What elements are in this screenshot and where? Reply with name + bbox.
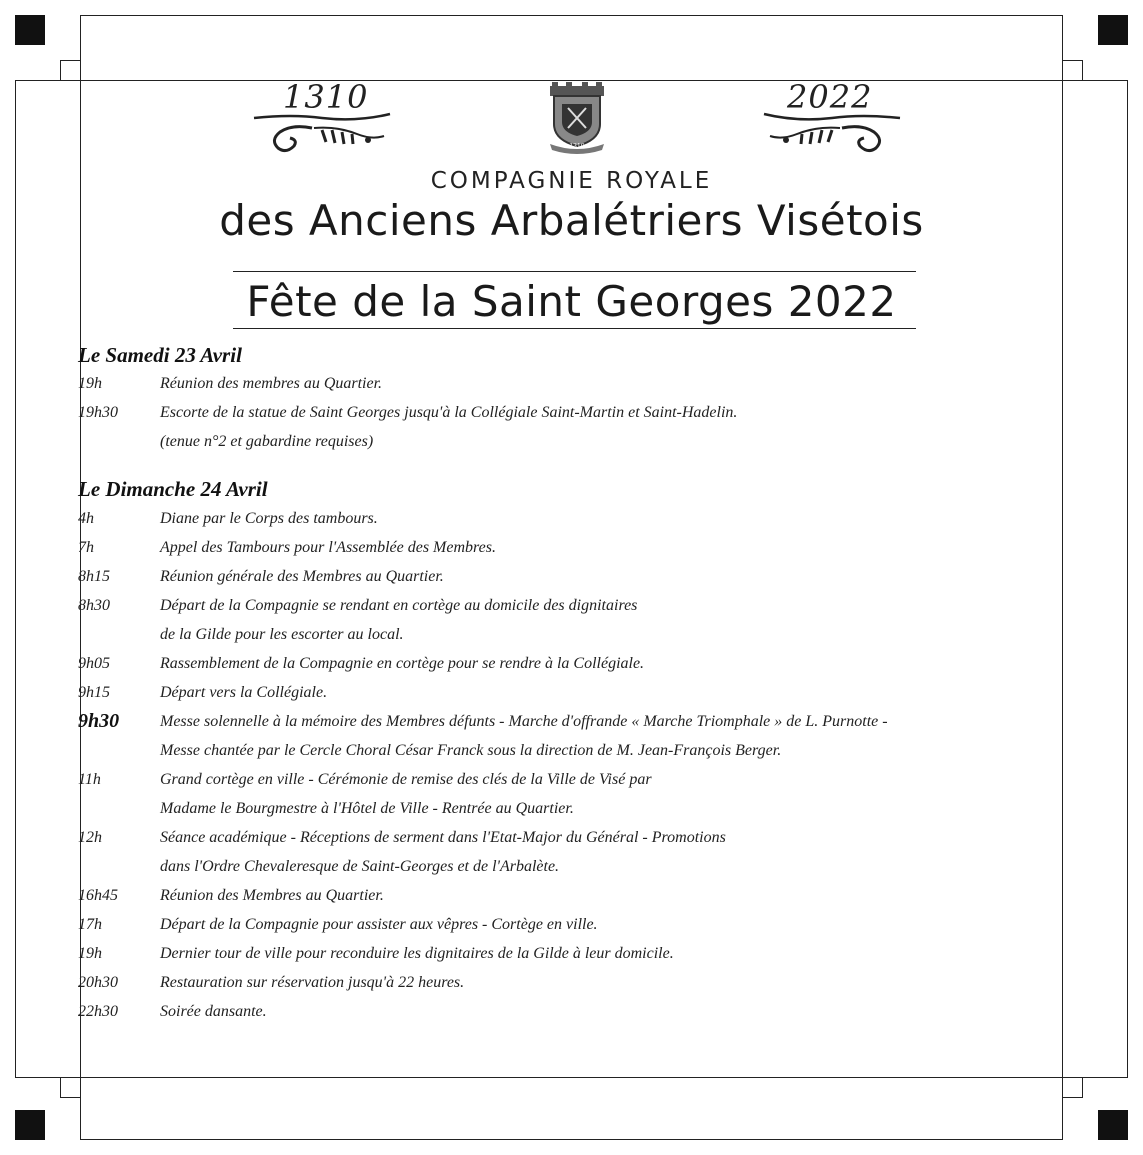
item-time: 11h (78, 771, 101, 788)
corner-square-top-left (15, 15, 45, 45)
item-text: Appel des Tambours pour l'Assemblée des Membres. (160, 539, 496, 556)
item-text: de la Gilde pour les escorter au local. (160, 626, 404, 643)
crest-year: 1310 (569, 143, 585, 150)
list-item (0, 887, 1143, 916)
corner-line-top-right (1063, 60, 1083, 80)
list-item (0, 1003, 1143, 1032)
company-name: des Anciens Arbalétriers Visétois (219, 196, 924, 245)
list-item (0, 375, 1143, 404)
list-item (0, 945, 1143, 974)
year-left: 1310 (283, 78, 369, 116)
item-time: 9h15 (78, 684, 110, 701)
event-title: Fête de la Saint Georges 2022 (246, 277, 897, 326)
item-text: Madame le Bourgmestre à l'Hôtel de Ville - Rentrée au Quartier. (160, 800, 574, 817)
year-right: 2022 (787, 78, 873, 116)
list-item (0, 404, 1143, 433)
item-time: 7h (78, 539, 94, 556)
item-text: (tenue n°2 et gabardine requises) (160, 433, 374, 450)
item-time: 8h30 (78, 597, 110, 614)
item-time: 20h30 (78, 974, 118, 991)
saturday-title: Le Samedi 23 Avril (78, 343, 242, 367)
list-item (0, 655, 1143, 684)
item-text: Départ de la Compagnie pour assister aux vêpres - Cortège en ville. (160, 916, 598, 933)
item-time: 22h30 (78, 1003, 118, 1020)
item-text: Départ de la Compagnie se rendant en cortège au domicile des dignitaires (160, 597, 638, 614)
item-text: Grand cortège en ville - Cérémonie de remise des clés de la Ville de Visé par (160, 771, 652, 788)
item-text: Dernier tour de ville pour reconduire les dignitaires de la Gilde à leur domicile. (160, 945, 674, 962)
sunday-title: Le Dimanche 24 Avril (78, 477, 268, 501)
item-time: 19h30 (78, 404, 118, 421)
list-item (0, 916, 1143, 945)
item-text: Messe chantée par le Cercle Choral César Franck sous la direction de M. Jean-François Berger. (160, 742, 782, 759)
item-text: Réunion des membres au Quartier. (160, 375, 383, 392)
list-item (0, 539, 1143, 568)
list-item-continued (0, 626, 1143, 655)
item-text: Réunion générale des Membres au Quartier. (160, 568, 444, 585)
flourish-left-icon (252, 110, 392, 162)
corner-line-top-left (60, 60, 80, 80)
item-text: Diane par le Corps des tambours. (160, 510, 378, 527)
item-time: 9h30 (78, 710, 120, 732)
rule-top (233, 271, 916, 272)
list-item-continued (0, 433, 1143, 462)
item-time: 16h45 (78, 887, 118, 904)
item-text: dans l'Ordre Chevaleresque de Saint-Georges et de l'Arbalète. (160, 858, 560, 875)
item-text: Messe solennelle à la mémoire des Membres défunts - Marche d'offrande « Marche Triomphale » de L. Purnotte - (160, 713, 888, 730)
item-time: 19h (78, 375, 102, 392)
corner-line-bottom-left (60, 1078, 80, 1098)
list-item (0, 710, 1143, 742)
list-item (0, 684, 1143, 713)
list-item-continued (0, 800, 1143, 829)
item-time: 8h15 (78, 568, 110, 585)
subtitle: COMPAGNIE ROYALE (430, 168, 713, 194)
list-item (0, 771, 1143, 800)
list-item (0, 510, 1143, 539)
item-time: 17h (78, 916, 102, 933)
item-text: Réunion des Membres au Quartier. (160, 887, 384, 904)
corner-line-bottom-right (1063, 1078, 1083, 1098)
item-text: Rassemblement de la Compagnie en cortège pour se rendre à la Collégiale. (160, 655, 645, 672)
item-text: Escorte de la statue de Saint Georges jusqu'à la Collégiale Saint-Martin et Saint-Hadelin. (160, 404, 738, 421)
item-time: 19h (78, 945, 102, 962)
corner-square-bottom-left (15, 1110, 45, 1140)
corner-square-bottom-right (1098, 1110, 1128, 1140)
item-time: 12h (78, 829, 102, 846)
list-item (0, 597, 1143, 626)
list-item (0, 568, 1143, 597)
item-time: 4h (78, 510, 94, 527)
list-item (0, 829, 1143, 858)
item-text: Départ vers la Collégiale. (160, 684, 328, 701)
rule-bottom (233, 328, 916, 329)
item-text: Restauration sur réservation jusqu'à 22 heures. (160, 974, 465, 991)
flourish-right-icon (762, 110, 902, 162)
list-item (0, 974, 1143, 1003)
item-text: Séance académique - Réceptions de serment dans l'Etat-Major du Général - Promotions (160, 829, 726, 846)
list-item-continued (0, 858, 1143, 887)
corner-square-top-right (1098, 15, 1128, 45)
crest-icon (546, 82, 608, 154)
list-item-continued (0, 742, 1143, 771)
item-text: Soirée dansante. (160, 1003, 267, 1020)
item-time: 9h05 (78, 655, 110, 672)
